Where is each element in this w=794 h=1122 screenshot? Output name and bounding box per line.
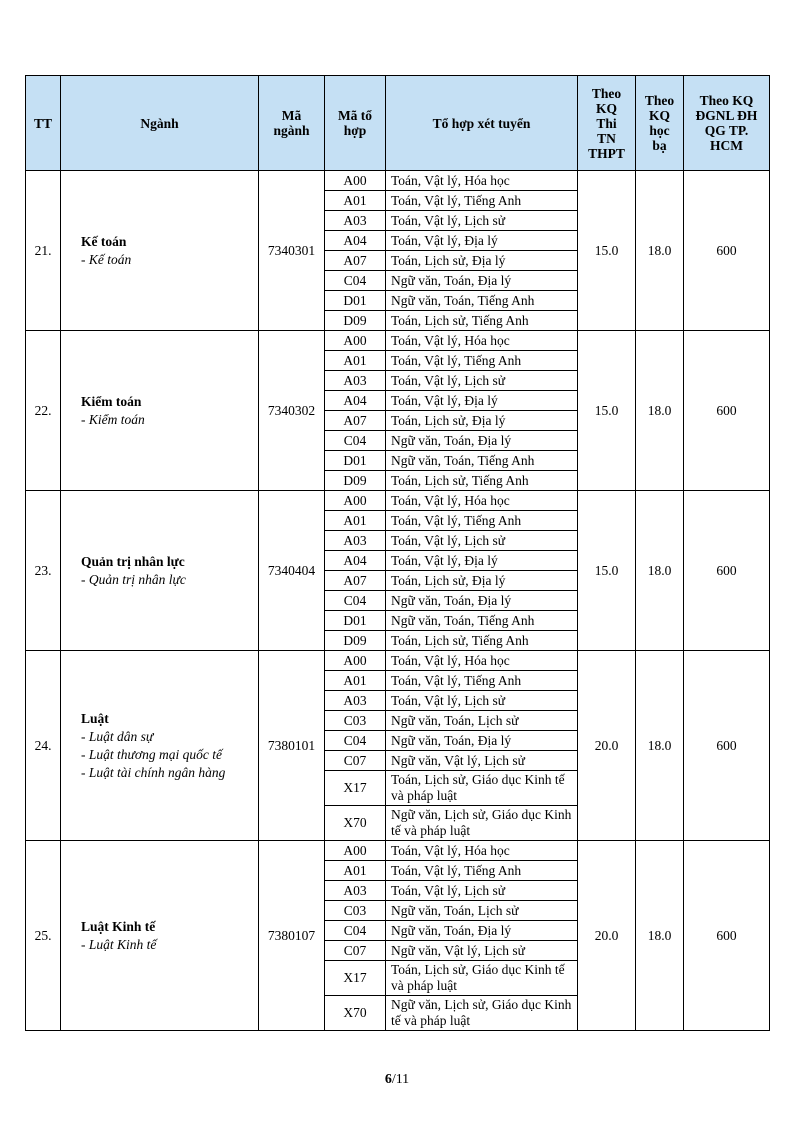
table-row [26, 841, 770, 861]
combo-subjects: Toán, Vật lý, Tiếng Anh [386, 671, 578, 691]
combo-code: C04 [325, 271, 386, 291]
major-code: 7340302 [259, 331, 325, 491]
combo-subjects: Toán, Vật lý, Tiếng Anh [386, 191, 578, 211]
combo-subjects: Toán, Lịch sử, Địa lý [386, 251, 578, 271]
combo-code: A04 [325, 231, 386, 251]
combo-subjects: Ngữ văn, Toán, Lịch sử [386, 901, 578, 921]
header-to-hop: Tổ hợp xét tuyển [386, 76, 578, 171]
score-thpt: 15.0 [578, 171, 636, 331]
combo-subjects: Ngữ văn, Toán, Địa lý [386, 431, 578, 451]
header-nganh: Ngành [61, 76, 259, 171]
combo-subjects: Toán, Vật lý, Hóa học [386, 491, 578, 511]
row-number: 21. [26, 171, 61, 331]
combo-code: A07 [325, 571, 386, 591]
combo-subjects: Ngữ văn, Toán, Tiếng Anh [386, 451, 578, 471]
combo-subjects: Toán, Lịch sử, Tiếng Anh [386, 631, 578, 651]
combo-code: C07 [325, 941, 386, 961]
major-code: 7340404 [259, 491, 325, 651]
combo-subjects: Ngữ văn, Toán, Lịch sử [386, 711, 578, 731]
combo-code: A00 [325, 331, 386, 351]
combo-code: A03 [325, 691, 386, 711]
combo-code: D09 [325, 631, 386, 651]
combo-code: C03 [325, 711, 386, 731]
combo-subjects: Ngữ văn, Vật lý, Lịch sử [386, 751, 578, 771]
combo-code: D01 [325, 611, 386, 631]
combo-subjects: Ngữ văn, Toán, Địa lý [386, 921, 578, 941]
combo-code: A04 [325, 391, 386, 411]
combo-subjects: Ngữ văn, Toán, Địa lý [386, 271, 578, 291]
combo-subjects: Toán, Vật lý, Địa lý [386, 231, 578, 251]
major-name: Kế toán [81, 233, 127, 249]
combo-code: A00 [325, 491, 386, 511]
combo-subjects: Toán, Lịch sử, Địa lý [386, 571, 578, 591]
major-name: Kiểm toán [81, 393, 142, 409]
combo-code: C07 [325, 751, 386, 771]
combo-subjects: Ngữ văn, Toán, Tiếng Anh [386, 611, 578, 631]
combo-code: A01 [325, 191, 386, 211]
combo-subjects: Toán, Lịch sử, Tiếng Anh [386, 311, 578, 331]
combo-code: A00 [325, 841, 386, 861]
score-dgnl: 600 [684, 171, 770, 331]
row-number: 23. [26, 491, 61, 651]
combo-subjects: Ngữ văn, Toán, Địa lý [386, 731, 578, 751]
score-thpt: 15.0 [578, 491, 636, 651]
score-thpt: 15.0 [578, 331, 636, 491]
row-number: 24. [26, 651, 61, 841]
combo-subjects: Ngữ văn, Toán, Tiếng Anh [386, 291, 578, 311]
combo-code: D01 [325, 291, 386, 311]
combo-code: C04 [325, 921, 386, 941]
combo-code: A03 [325, 371, 386, 391]
major-name: Luật Kinh tế [81, 918, 156, 934]
major-specialization: - Kiểm toán [81, 411, 145, 427]
major-specialization: - Luật Kinh tế [81, 936, 157, 952]
combo-code: D09 [325, 311, 386, 331]
combo-code: C04 [325, 431, 386, 451]
combo-code: A01 [325, 671, 386, 691]
major-cell [61, 651, 259, 841]
combo-subjects: Toán, Lịch sử, Địa lý [386, 411, 578, 431]
major-code: 7380107 [259, 841, 325, 1031]
combo-subjects: Toán, Lịch sử, Giáo dục Kinh tế và pháp luật [386, 961, 578, 996]
table-row [26, 491, 770, 511]
combo-code: A00 [325, 171, 386, 191]
header-dgnl: Theo KQ ĐGNL ĐH QG TP. HCM [684, 76, 770, 171]
combo-subjects: Toán, Vật lý, Hóa học [386, 171, 578, 191]
major-specialization: - Quản trị nhân lực [81, 571, 186, 587]
major-cell [61, 331, 259, 491]
combo-code: A07 [325, 411, 386, 431]
combo-code: D09 [325, 471, 386, 491]
combo-subjects: Ngữ văn, Lịch sử, Giáo dục Kinh tế và pháp luật [386, 806, 578, 841]
major-cell [61, 841, 259, 1031]
page-number [0, 1072, 794, 1088]
combo-code: X17 [325, 771, 386, 806]
combo-subjects: Toán, Vật lý, Lịch sử [386, 371, 578, 391]
major-name: Quản trị nhân lực [81, 553, 185, 569]
major-code: 7340301 [259, 171, 325, 331]
combo-subjects: Toán, Vật lý, Tiếng Anh [386, 351, 578, 371]
header-ma-nganh: Mã ngành [259, 76, 325, 171]
score-thpt: 20.0 [578, 841, 636, 1031]
combo-code: A01 [325, 351, 386, 371]
combo-code: A07 [325, 251, 386, 271]
combo-subjects: Toán, Vật lý, Tiếng Anh [386, 861, 578, 881]
combo-subjects: Toán, Lịch sử, Tiếng Anh [386, 471, 578, 491]
combo-subjects: Toán, Vật lý, Lịch sử [386, 211, 578, 231]
major-name: Luật [81, 710, 109, 726]
major-code: 7380101 [259, 651, 325, 841]
major-specialization: - Luật dân sự [81, 728, 154, 744]
score-hoc-ba: 18.0 [636, 491, 684, 651]
row-number: 25. [26, 841, 61, 1031]
combo-code: X17 [325, 961, 386, 996]
table-body [26, 171, 770, 1031]
combo-code: A04 [325, 551, 386, 571]
table-row [26, 651, 770, 671]
combo-code: C04 [325, 591, 386, 611]
combo-code: C03 [325, 901, 386, 921]
combo-code: D01 [325, 451, 386, 471]
combo-code: A01 [325, 511, 386, 531]
combo-code: A00 [325, 651, 386, 671]
table-row [26, 331, 770, 351]
row-number: 22. [26, 331, 61, 491]
combo-subjects: Toán, Vật lý, Địa lý [386, 391, 578, 411]
combo-subjects: Toán, Vật lý, Địa lý [386, 551, 578, 571]
combo-subjects: Toán, Vật lý, Hóa học [386, 651, 578, 671]
header-ma-to-hop: Mã tổ hợp [325, 76, 386, 171]
combo-subjects: Ngữ văn, Vật lý, Lịch sử [386, 941, 578, 961]
major-cell [61, 171, 259, 331]
score-dgnl: 600 [684, 491, 770, 651]
combo-subjects: Toán, Vật lý, Hóa học [386, 841, 578, 861]
score-dgnl: 600 [684, 331, 770, 491]
combo-code: X70 [325, 806, 386, 841]
combo-subjects: Ngữ văn, Toán, Địa lý [386, 591, 578, 611]
major-specialization: - Luật thương mại quốc tế [81, 746, 222, 762]
major-specialization: - Kế toán [81, 251, 132, 267]
combo-subjects: Toán, Vật lý, Hóa học [386, 331, 578, 351]
combo-subjects: Toán, Vật lý, Lịch sử [386, 881, 578, 901]
page-current: 6 [384, 1072, 392, 1087]
combo-code: C04 [325, 731, 386, 751]
score-hoc-ba: 18.0 [636, 171, 684, 331]
combo-code: A03 [325, 211, 386, 231]
table-row [26, 171, 770, 191]
admission-table [25, 75, 770, 1031]
combo-code: A03 [325, 881, 386, 901]
combo-code: A01 [325, 861, 386, 881]
header-thpt: Theo KQ Thi TN THPT [578, 76, 636, 171]
combo-subjects: Ngữ văn, Lịch sử, Giáo dục Kinh tế và pháp luật [386, 996, 578, 1031]
combo-subjects: Toán, Vật lý, Lịch sử [386, 531, 578, 551]
header-tt: TT [26, 76, 61, 171]
page-total: /11 [391, 1072, 410, 1087]
major-cell [61, 491, 259, 651]
combo-subjects: Toán, Lịch sử, Giáo dục Kinh tế và pháp luật [386, 771, 578, 806]
major-specialization: - Luật tài chính ngân hàng [81, 764, 226, 780]
header-hoc-ba: Theo KQ học bạ [636, 76, 684, 171]
combo-code: A03 [325, 531, 386, 551]
score-dgnl: 600 [684, 841, 770, 1031]
score-dgnl: 600 [684, 651, 770, 841]
combo-subjects: Toán, Vật lý, Tiếng Anh [386, 511, 578, 531]
score-hoc-ba: 18.0 [636, 841, 684, 1031]
score-thpt: 20.0 [578, 651, 636, 841]
score-hoc-ba: 18.0 [636, 331, 684, 491]
combo-code: X70 [325, 996, 386, 1031]
header-row [26, 76, 770, 171]
combo-subjects: Toán, Vật lý, Lịch sử [386, 691, 578, 711]
score-hoc-ba: 18.0 [636, 651, 684, 841]
